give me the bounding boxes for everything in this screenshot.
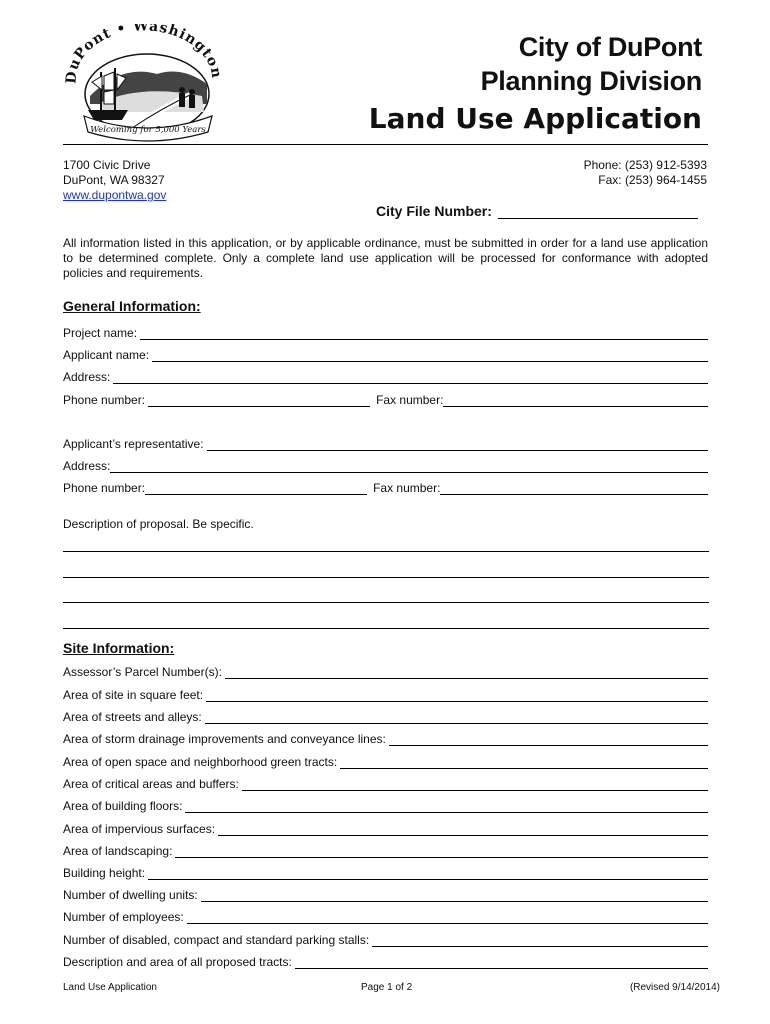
building-height-field[interactable] <box>148 866 708 880</box>
footer-doc-name: Land Use Application <box>63 982 157 993</box>
intro-text: All information listed in this application, or by applicable ordinance, must be submitted in order for a land use application to be determined complete. Only a complete land use application will be processed for conformance with adopted policies and requirements. <box>63 236 708 280</box>
site-area-label: Area of site in square feet: <box>63 688 204 702</box>
site-field-row <box>63 708 708 724</box>
description-label: Description of proposal. Be specific. <box>63 517 254 531</box>
storm-drainage-field[interactable] <box>389 732 708 746</box>
footer-revision: (Revised 9/14/2014) <box>629 982 720 993</box>
description-line-2[interactable] <box>63 577 709 578</box>
project-name-field[interactable] <box>140 326 708 340</box>
footer-page-number: Page 1 of 2 <box>361 982 413 993</box>
employees-label: Number of employees: <box>63 910 184 924</box>
streets-area-label: Area of streets and alleys: <box>63 710 202 724</box>
site-field-row <box>63 775 708 791</box>
address-city: DuPont, WA 98327 <box>63 173 165 187</box>
address-label: Address: <box>63 370 111 384</box>
rep-address-label: Address: <box>63 459 111 473</box>
header-division: Planning Division <box>480 66 702 96</box>
building-floors-field[interactable] <box>185 799 708 813</box>
critical-areas-field[interactable] <box>242 777 708 791</box>
site-field-row <box>63 886 708 902</box>
city-file-number-field[interactable] <box>498 204 698 219</box>
applicant-name-field[interactable] <box>152 348 708 362</box>
impervious-label: Area of impervious surfaces: <box>63 822 216 836</box>
rep-field[interactable] <box>207 437 708 451</box>
city-logo <box>62 24 222 144</box>
site-area-field[interactable] <box>206 688 708 702</box>
rep-fax-label: Fax number: <box>373 481 441 495</box>
storm-drainage-label: Area of storm drainage improvements and conveyance lines: <box>63 732 386 746</box>
site-field-row <box>63 842 708 858</box>
address-block <box>63 158 166 203</box>
fax-number-label: Fax number: <box>376 393 444 407</box>
applicant-name-row <box>63 346 708 362</box>
building-height-label: Building height: <box>63 866 146 880</box>
dwelling-units-field[interactable] <box>201 888 708 902</box>
open-space-field[interactable] <box>340 755 708 769</box>
parking-stalls-label: Number of disabled, compact and standard parking stalls: <box>63 933 370 947</box>
open-space-label: Area of open space and neighborhood green tracts: <box>63 755 338 769</box>
rep-label: Applicant’s representative: <box>63 437 204 451</box>
rep-phone-label: Phone number: <box>63 481 146 495</box>
site-field-row <box>63 663 708 679</box>
streets-area-field[interactable] <box>205 710 708 724</box>
phone-number-label: Phone number: <box>63 393 146 407</box>
landscaping-field[interactable] <box>175 844 708 858</box>
title-block <box>369 30 702 138</box>
parking-stalls-field[interactable] <box>372 933 708 947</box>
city-file-number-label: City File Number: <box>376 203 492 219</box>
description-line-1[interactable] <box>63 551 709 552</box>
header-city: City of DuPont <box>518 32 702 62</box>
description-line-3[interactable] <box>63 602 709 603</box>
phone-fax-row <box>63 391 708 407</box>
site-field-row <box>63 686 708 702</box>
site-field-row <box>63 730 708 746</box>
employees-field[interactable] <box>187 910 708 924</box>
parcel-number-field[interactable] <box>225 665 708 679</box>
site-field-row <box>63 931 708 947</box>
rep-address-field[interactable] <box>110 459 708 473</box>
contact-block <box>584 158 707 188</box>
phone-number-field[interactable] <box>148 393 370 407</box>
logo-arc-text: DuPont • Washingto <box>63 24 222 85</box>
rep-phone-field[interactable] <box>145 481 367 495</box>
general-info-heading: General Information: <box>63 298 201 314</box>
site-info-heading: Site Information: <box>63 640 175 656</box>
site-field-row <box>63 953 708 969</box>
logo-ribbon-text: Welcoming for 5,000 Years <box>90 125 206 135</box>
fax-number-field[interactable] <box>443 393 708 407</box>
page-title: Land Use Application <box>368 102 702 135</box>
project-name-row <box>63 324 708 340</box>
rep-fax-field[interactable] <box>440 481 708 495</box>
rep-address-row <box>63 457 708 473</box>
proposed-tracts-field[interactable] <box>295 955 708 969</box>
building-floors-label: Area of building floors: <box>63 799 183 813</box>
site-field-row <box>63 753 708 769</box>
proposed-tracts-label: Description and area of all proposed tracts: <box>63 955 292 969</box>
contact-phone: Phone: (253) 912-5393 <box>583 158 707 172</box>
address-field[interactable] <box>113 370 708 384</box>
site-field-row <box>63 820 708 836</box>
site-field-row <box>63 864 708 880</box>
city-file-number <box>376 203 698 219</box>
address-row <box>63 368 708 384</box>
description-line-4[interactable] <box>63 628 709 629</box>
rep-row <box>63 435 708 451</box>
header-divider <box>63 144 708 145</box>
rep-phone-fax-row <box>63 479 708 495</box>
parcel-number-label: Assessor’s Parcel Number(s): <box>63 665 222 679</box>
address-street: 1700 Civic Drive <box>63 158 151 172</box>
critical-areas-label: Area of critical areas and buffers: <box>63 777 239 791</box>
landscaping-label: Area of landscaping: <box>63 844 173 858</box>
site-field-row <box>63 908 708 924</box>
website-link[interactable]: www.dupontwa.gov <box>63 188 167 202</box>
contact-fax: Fax: (253) 964-1455 <box>598 173 707 187</box>
site-field-row <box>63 797 708 813</box>
project-name-label: Project name: <box>63 326 138 340</box>
impervious-field[interactable] <box>218 822 708 836</box>
applicant-name-label: Applicant name: <box>63 348 150 362</box>
dwelling-units-label: Number of dwelling units: <box>63 888 198 902</box>
